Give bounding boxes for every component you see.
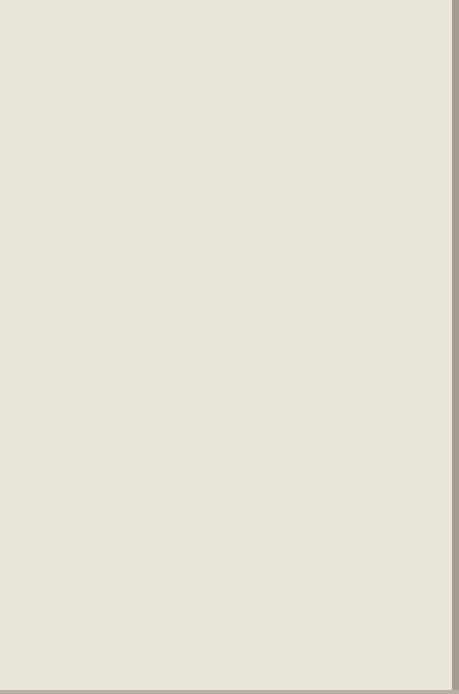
page-edge [452, 0, 459, 690]
section-heading-line-1 [17, 155, 437, 162]
front-matter-list [0, 0, 447, 4]
section-heading-line-2 [17, 169, 437, 176]
page-title [0, 21, 447, 28]
index-entries [0, 0, 447, 4]
